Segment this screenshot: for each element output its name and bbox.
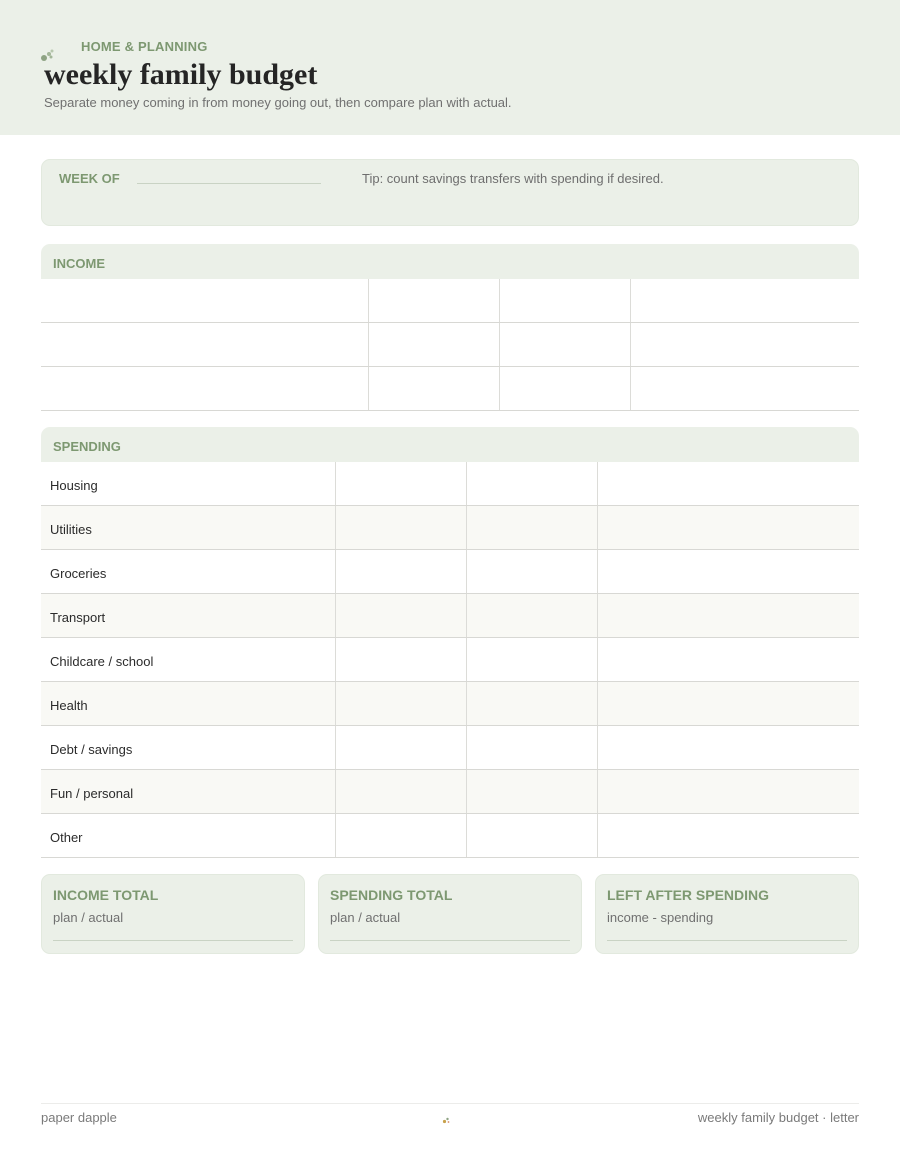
left-after-spending-sub: income - spending [607,910,714,925]
spending-section-header [41,427,859,462]
left-after-spending-card [595,874,859,954]
income-table [41,279,859,411]
income-row[interactable] [41,367,859,411]
spending-row-label: Transport [50,610,106,625]
week-of-panel [41,159,859,226]
page-subtitle: Separate money coming in from money going out, then compare plan with actual. [44,95,512,110]
spending-row-label: Groceries [50,566,107,581]
income-row[interactable] [41,323,859,367]
income-row[interactable] [41,279,859,323]
left-after-spending-title: LEFT AFTER SPENDING [607,887,770,903]
income-total-field[interactable] [53,940,293,941]
spending-row-label: Other [50,830,83,845]
spending-row-label: Health [50,698,88,713]
footer-brand: paper dapple [41,1110,117,1125]
spending-total-sub: plan / actual [330,910,401,925]
spending-table [41,462,859,858]
week-of-field[interactable] [137,183,321,184]
spending-total-card [318,874,582,954]
spending-row-other[interactable] [41,814,859,858]
dots-footer-icon [442,1116,450,1124]
week-of-label: WEEK OF [59,171,120,186]
spending-row-label: Utilities [50,522,92,537]
spending-total-field[interactable] [330,940,570,941]
spending-row-label: Childcare / school [50,654,154,669]
spending-total-title: SPENDING TOTAL [330,887,453,903]
spending-row-childcare[interactable] [41,638,859,682]
income-heading: INCOME [53,256,105,271]
spending-row-label: Fun / personal [50,786,134,801]
spending-row-utilities[interactable] [41,506,859,550]
spending-row-fun-personal[interactable] [41,770,859,814]
income-section-header [41,244,859,279]
page-title: weekly family budget [44,58,318,91]
spending-row-groceries[interactable] [41,550,859,594]
spending-row-label: Debt / savings [50,742,133,757]
tip-text: Tip: count savings transfers with spending if desired. [362,171,664,186]
income-total-title: INCOME TOTAL [53,887,159,903]
spending-row-transport[interactable] [41,594,859,638]
spending-row-housing[interactable] [41,462,859,506]
income-total-sub: plan / actual [53,910,124,925]
left-after-spending-field[interactable] [607,940,847,941]
spending-heading: SPENDING [53,439,121,454]
footer-doc-name: weekly family budget · letter [697,1110,859,1125]
category-label: HOME & PLANNING [81,39,208,54]
spending-row-label: Housing [50,478,98,493]
spending-row-health[interactable] [41,682,859,726]
footer-divider [41,1103,859,1104]
page-header [0,0,900,135]
spending-row-debt-savings[interactable] [41,726,859,770]
income-total-card [41,874,305,954]
